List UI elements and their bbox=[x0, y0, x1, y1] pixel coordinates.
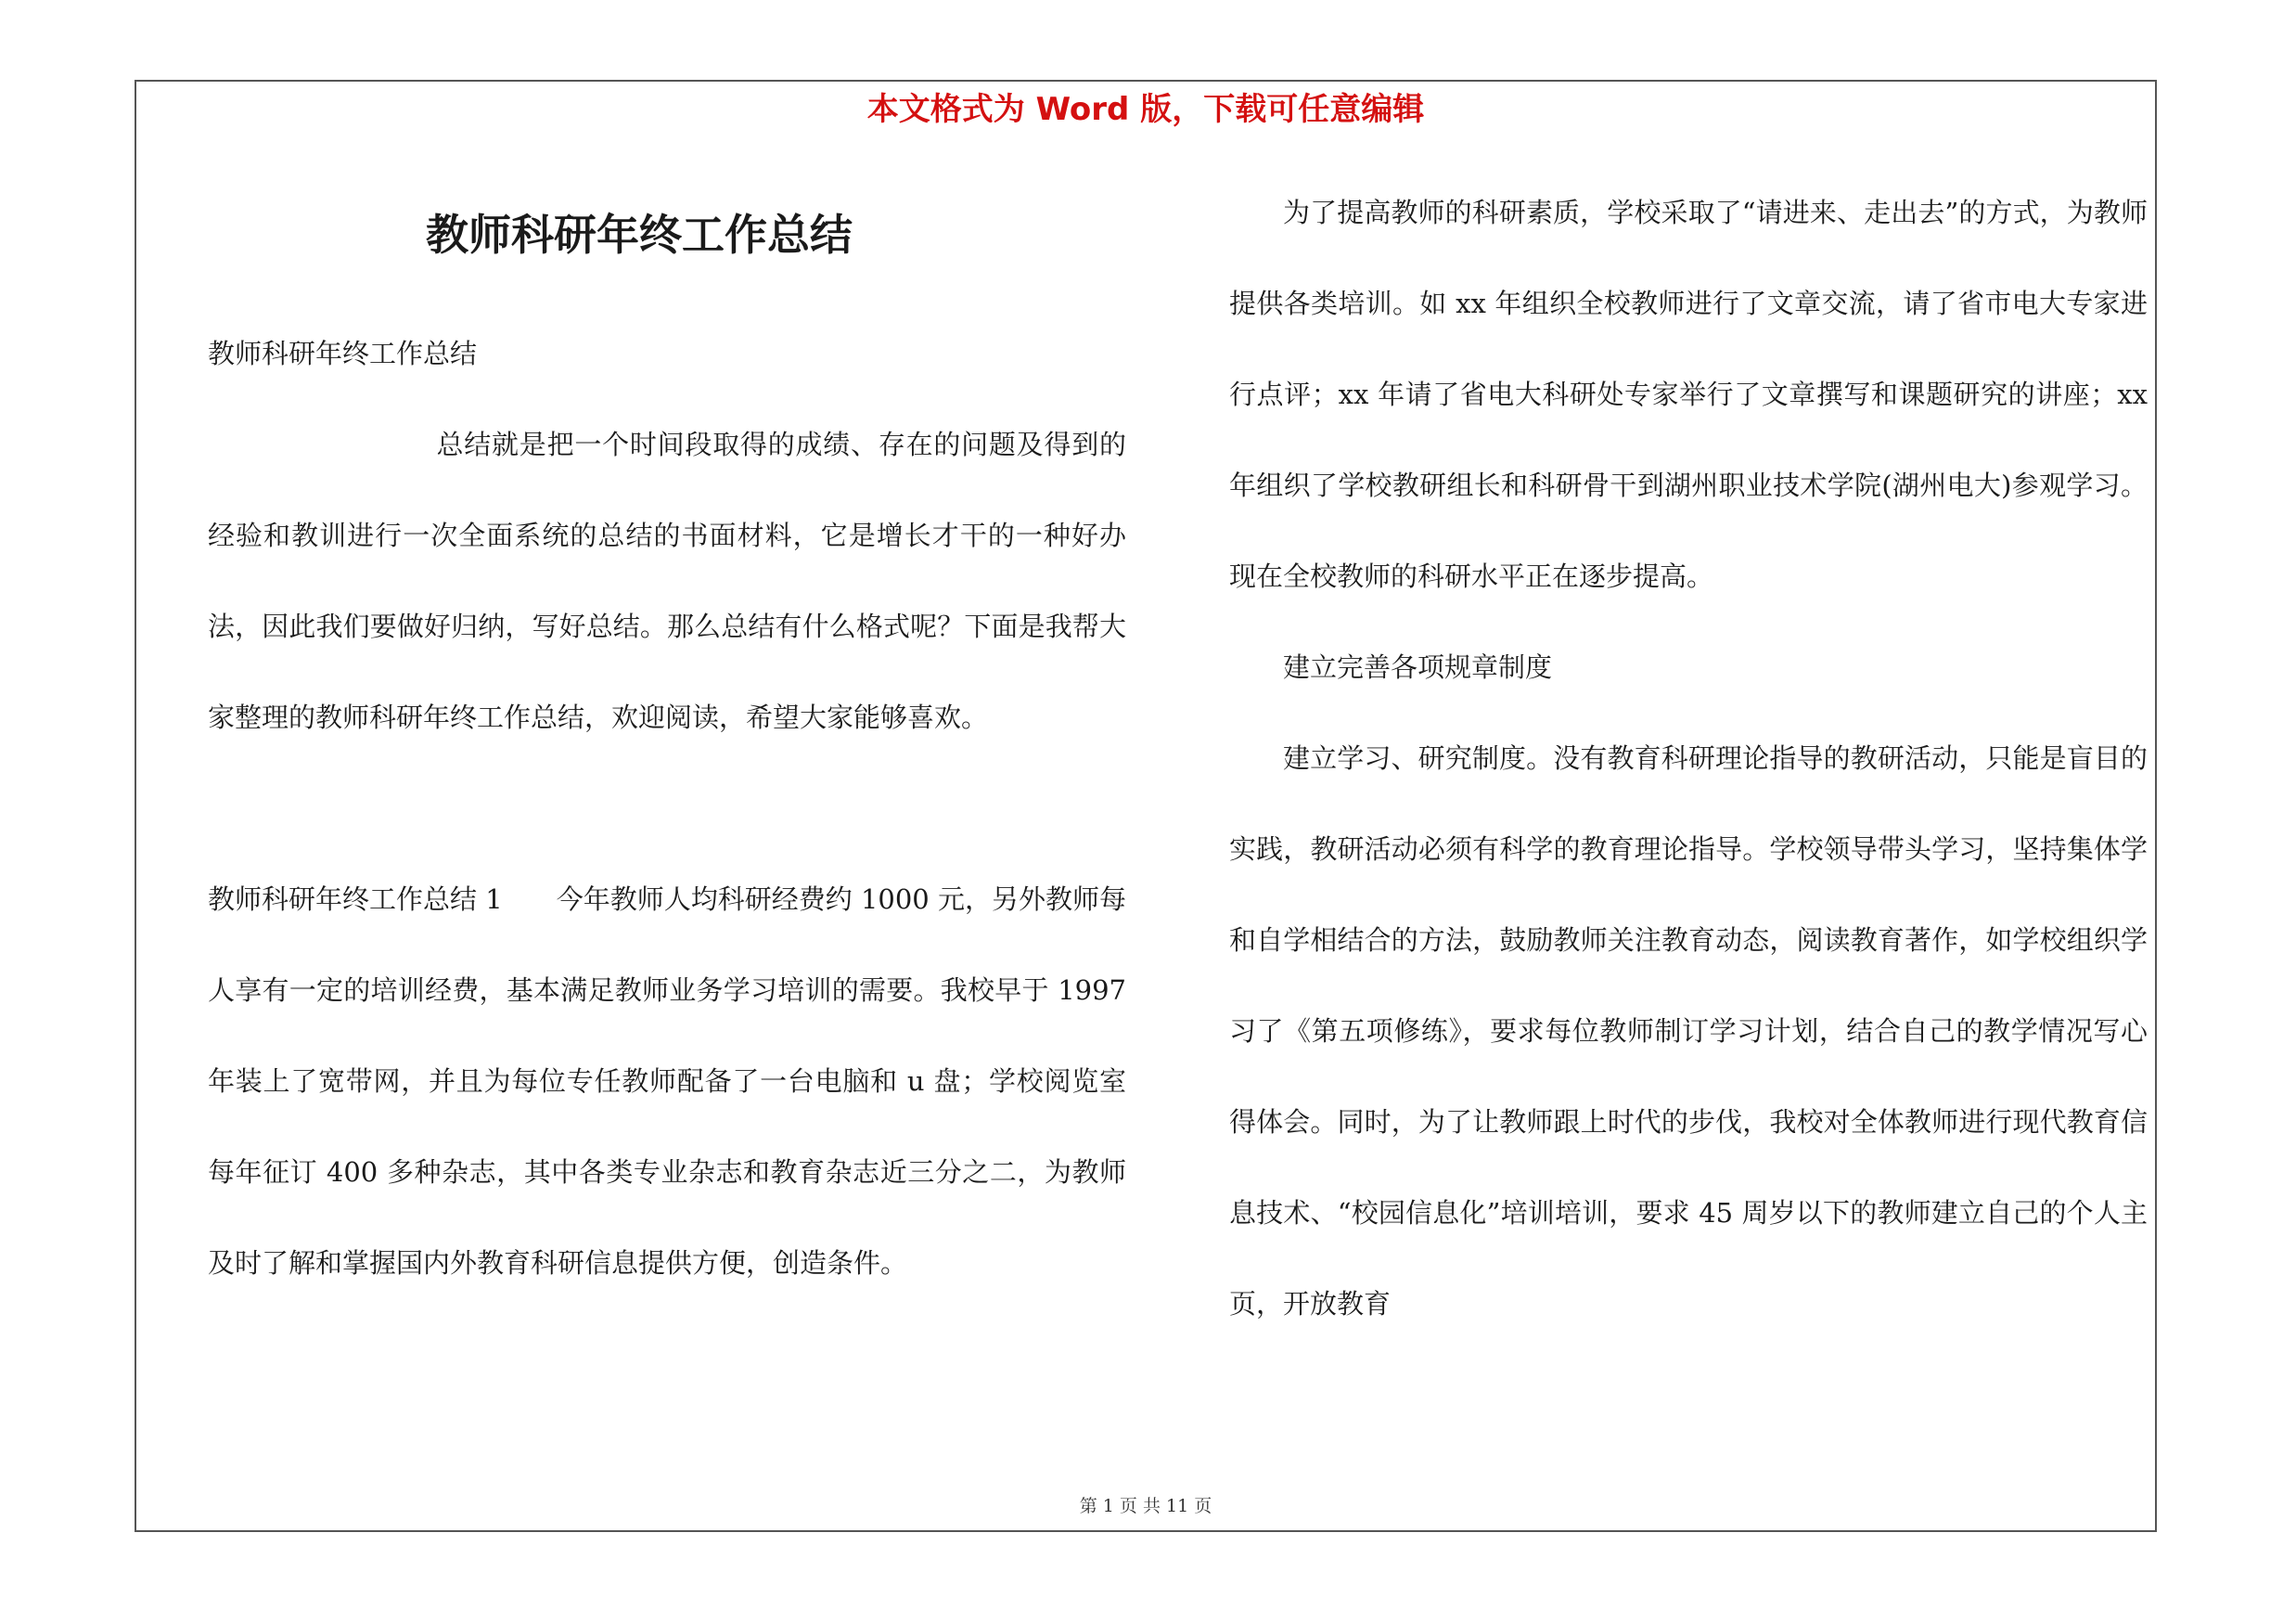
page-number-footer: 第 1 页 共 11 页 bbox=[1079, 1496, 1212, 1516]
left-column bbox=[208, 308, 1126, 1308]
intro-paragraph: 总结就是把一个时间段取得的成绩、存在的问题及得到的经验和教训进行一次全面系统的总结的书面材料，它是增长才干的一种好办法，因此我们要做好归纳，写好总结。那么总结有什么格式呢？下面是我帮大家整理的教师科研年终工作总结，欢迎阅读，希望大家能够喜欢。 bbox=[208, 429, 1126, 733]
right-column bbox=[1229, 167, 2148, 1349]
rules-heading: 建立完善各项规章制度 bbox=[1283, 651, 1553, 683]
document-title: 教师科研年终工作总结 bbox=[426, 210, 853, 260]
section1-heading: 教师科研年终工作总结 1 bbox=[208, 883, 503, 915]
document-subtitle: 教师科研年终工作总结 bbox=[208, 338, 478, 369]
training-paragraph: 为了提高教师的科研素质，学校采取了“请进来、走出去”的方式，为教师提供各类培训。如 xx 年组织全校教师进行了文章交流，请了省市电大专家进行点评；xx 年请了省电大科研处专家举行了文章撰写和课题研究的讲座；xx 年组织了学校教研组长和科研骨干到湖州职业技术学院(湖州电大)参观学习。现在全校教师的科研水平正在逐步提高。 bbox=[1229, 197, 2148, 592]
paragraph-gap bbox=[208, 763, 1126, 854]
section1-paragraph bbox=[208, 854, 1126, 1308]
section1-text: 今年教师人均科研经费约 1000 元，另外教师每人享有一定的培训经费，基本满足教师业务学习培训的需要。我校早于 1997 年装上了宽带网，并且为每位专任教师配备了一台电脑和 u 盘；学校阅览室每年征订 400 多种杂志，其中各类专业杂志和教育杂志近三分之二，为教师及时了解和掌握国内外教育科研信息提供方便，创造条件。 bbox=[208, 883, 1126, 1279]
study-paragraph: 建立学习、研究制度。没有教育科研理论指导的教研活动，只能是盲目的实践，教研活动必须有科学的教育理论指导。学校领导带头学习，坚持集体学和自学相结合的方法，鼓励教师关注教育动态，阅读教育著作，如学校组织学习了《第五项修练》，要求每位教师制订学习计划，结合自己的教学情况写心得体会。同时，为了让教师跟上时代的步伐，我校对全体教师进行现代教育信息技术、“校园信息化”培训培训，要求 45 周岁以下的教师建立自己的个人主页，开放教育 bbox=[1229, 742, 2148, 1320]
format-notice-banner: 本文格式为 Word 版，下载可任意编辑 bbox=[866, 91, 1425, 128]
